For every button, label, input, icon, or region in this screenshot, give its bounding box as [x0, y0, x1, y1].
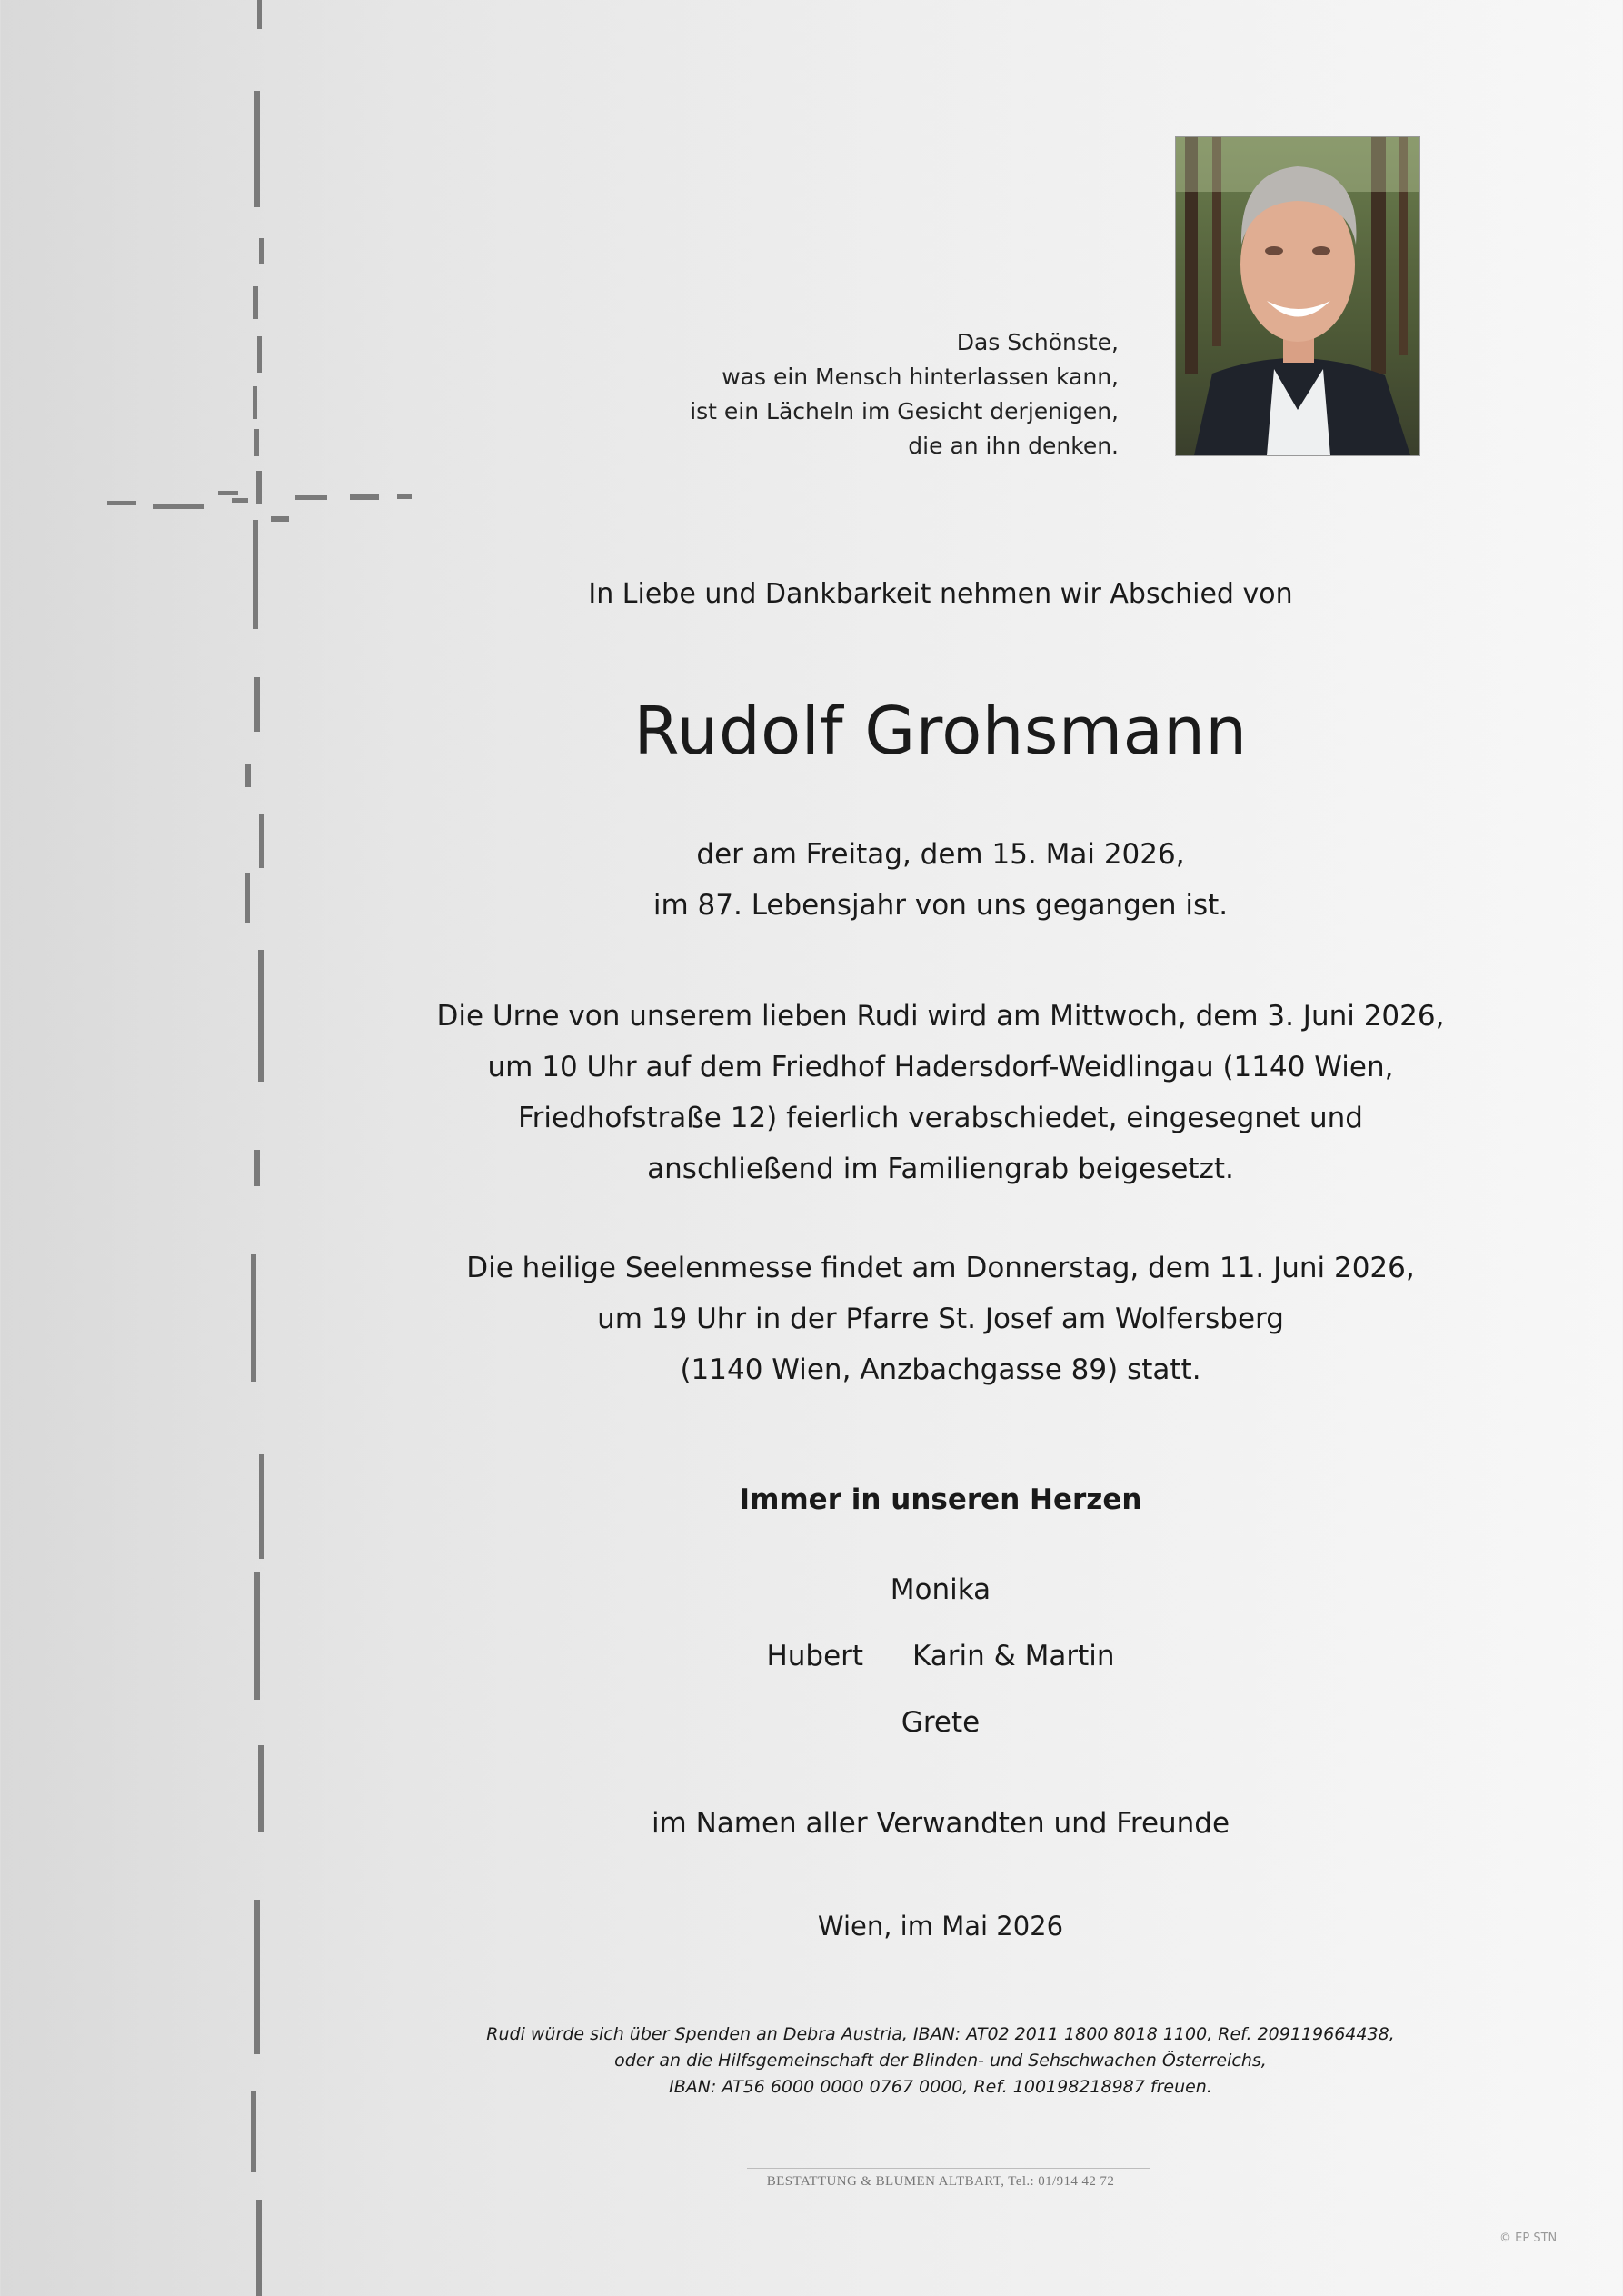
place-date: Wien, im Mai 2026 — [817, 1911, 1064, 1942]
poem-line: ist ein Lächeln im Gesicht derjenigen, — [690, 398, 1119, 424]
donation-line: oder an die Hilfsgemeinschaft der Blinden- und Sehschwachen Österreichs, — [614, 2051, 1267, 2071]
portrait-image — [1176, 137, 1419, 455]
urn-line: um 10 Uhr auf dem Friedhof Hadersdorf-Weidlingau (1140 Wien, — [487, 1051, 1394, 1083]
poem-line: Das Schönste, — [956, 329, 1119, 355]
footer-divider — [747, 2168, 1150, 2169]
death-line: der am Freitag, dem 15. Mai 2026, — [696, 838, 1185, 871]
donation-note — [0, 2021, 1623, 2101]
urn-line: Friedhofstraße 12) feierlich verabschiedet, eingesegnet und — [518, 1102, 1363, 1134]
memorial-poem — [573, 325, 1119, 464]
funeral-home-footer: BESTATTUNG & BLUMEN ALTBART, Tel.: 01/914 42 72 — [766, 2174, 1115, 2189]
mourners-heading: Immer in unseren Herzen — [739, 1483, 1142, 1516]
death-line: im 87. Lebensjahr von uns gegangen ist. — [652, 889, 1229, 922]
mourner-name: Grete — [901, 1706, 981, 1739]
donation-line: IBAN: AT56 6000 0000 0767 0000, Ref. 100198218987 freuen. — [669, 2077, 1212, 2097]
mass-line: (1140 Wien, Anzbachgasse 89) statt. — [680, 1353, 1201, 1386]
mourner-name: Monika — [890, 1573, 991, 1606]
portrait-photo — [1175, 136, 1420, 456]
mourner-name: Hubert — [766, 1640, 864, 1672]
deceased-name: Rudolf Grohsmann — [633, 693, 1248, 769]
mass-line: um 19 Uhr in der Pfarre St. Josef am Wolfersberg — [597, 1303, 1284, 1335]
urn-line: anschließend im Familiengrab beigesetzt. — [647, 1153, 1234, 1185]
poem-line: was ein Mensch hinterlassen kann, — [722, 364, 1119, 390]
intro-text: In Liebe und Dankbarkeit nehmen wir Abschied von — [588, 578, 1293, 610]
death-notice — [0, 829, 1623, 931]
urn-line: Die Urne von unserem lieben Rudi wird am Mittwoch, dem 3. Juni 2026, — [436, 1000, 1445, 1033]
mourner-row — [0, 1640, 1623, 1672]
closing-line: im Namen aller Verwandten und Freunde — [651, 1807, 1230, 1840]
mass-line: Die heilige Seelenmesse findet am Donnerstag, dem 11. Juni 2026, — [466, 1252, 1415, 1284]
memorial-mass-text — [0, 1243, 1623, 1395]
copyright-mark: © EP STN — [1499, 2231, 1558, 2245]
poem-line: die an ihn denken. — [908, 433, 1119, 459]
donation-line: Rudi würde sich über Spenden an Debra Austria, IBAN: AT02 2011 1800 8018 1100, Ref. 209119664438, — [486, 2024, 1395, 2044]
mourner-name: Karin & Martin — [911, 1640, 1115, 1672]
urn-ceremony-text — [0, 991, 1623, 1194]
